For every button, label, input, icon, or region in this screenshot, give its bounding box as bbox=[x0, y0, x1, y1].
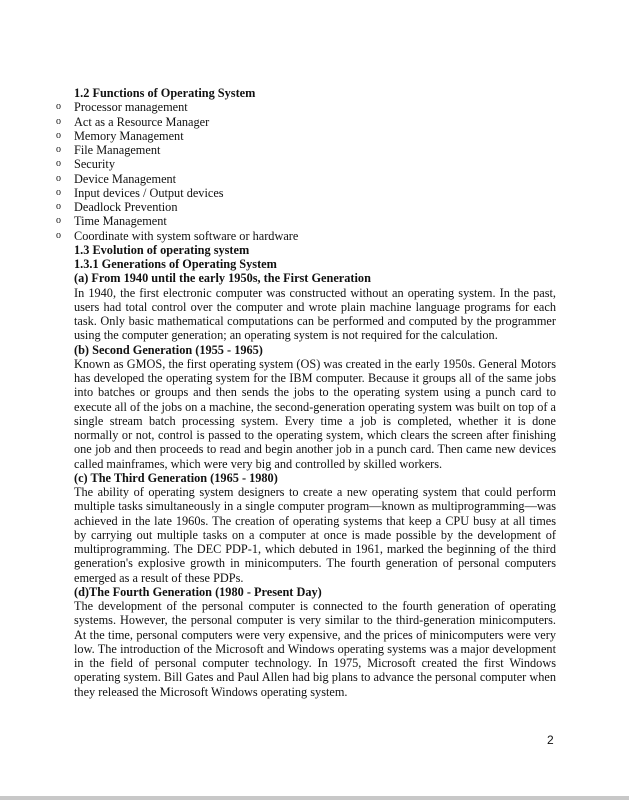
bullet-icon: o bbox=[56, 101, 61, 113]
function-list-item bbox=[56, 114, 556, 129]
function-label: File Management bbox=[74, 143, 161, 157]
section-heading-functions: 1.2 Functions of Operating System bbox=[74, 86, 256, 100]
bullet-icon: o bbox=[56, 129, 61, 141]
gen-fourth-paragraph: The development of the personal computer is connected to the fourth generation of operating systems. However, the personal computer is very similar to the third-generation minicomputers. At the time, personal computers were very expensive, and the prices of minicomputers were very low. The introduction of the Microsoft and Windows operating systems was a major development in the field of personal computer technology. In 1975, Microsoft created the first Windows operating system. Bill Gates and Paul Allen had big plans to advance the personal computer when they released the Microsoft Windows operating system. bbox=[74, 599, 556, 699]
function-list-item bbox=[56, 214, 556, 229]
function-list-item bbox=[56, 100, 556, 115]
gen-first-title: (a) From 1940 until the early 1950s, the First Generation bbox=[74, 271, 371, 286]
gen-fourth-title: (d)The Fourth Generation (1980 - Present Day) bbox=[74, 584, 322, 599]
page-number: 2 bbox=[547, 733, 554, 747]
function-label: Time Management bbox=[74, 214, 167, 229]
bullet-icon: o bbox=[56, 215, 61, 227]
functions-list bbox=[56, 100, 556, 243]
function-list-item bbox=[56, 228, 556, 243]
function-label: Act as a Resource Manager bbox=[74, 114, 210, 129]
function-label: Processor management bbox=[74, 100, 188, 115]
gen-second-title: (b) Second Generation (1955 - 1965) bbox=[74, 342, 263, 357]
function-label: Input devices / Output devices bbox=[74, 185, 224, 200]
function-label: Memory Management bbox=[74, 128, 184, 143]
function-list-item bbox=[56, 157, 556, 172]
function-label: Device Management bbox=[74, 171, 177, 186]
bullet-icon: o bbox=[56, 201, 61, 212]
function-list-item bbox=[56, 200, 556, 214]
bullet-icon: o bbox=[56, 186, 61, 198]
function-list-item bbox=[56, 128, 556, 143]
gen-second-paragraph: Known as GMOS, the first operating system (OS) was created in the early 1950s. General Motors has developed the operating system for the IBM computer. Because it groups all of the same jobs into batches or groups and then sends the jobs to the operating system using a punch card to execute all of the jobs on a machine, the second-generation operating system was built on top of a single stream batch processing system. Every time a job is completed, whether it is done normally or not, control is passed to the operating system, which clears the screen after finishing one job and then proceeds to read and begin another job in a punch card. Then came new devices called mainframes, which were very big and controlled by skilled workers. bbox=[74, 356, 556, 471]
page-content bbox=[56, 86, 556, 699]
function-list-item bbox=[56, 143, 556, 157]
bullet-icon: o bbox=[56, 229, 61, 241]
gen-third-title: (c) The Third Generation (1965 - 1980) bbox=[74, 470, 278, 485]
bullet-icon: o bbox=[56, 172, 61, 184]
function-label: Coordinate with system software or hardware bbox=[74, 228, 299, 243]
gen-third-paragraph: The ability of operating system designers to create a new operating system that could perform multiple tasks simultaneously in a single computer program—known as multiprogramming—was achieved in the late 1960s. The creation of operating systems that keep a CPU busy at all times by carrying out multiple tasks on a computer at once is made possible by the development of multiprogramming. The DEC PDP-1, which debuted in 1961, marked the beginning of the third generation's explosive growth in minicomputers. The fourth generation of personal computers emerged as a result of these PDPs. bbox=[74, 485, 556, 585]
bullet-icon: o bbox=[56, 144, 61, 155]
section-heading-evolution: 1.3 Evolution of operating system bbox=[74, 242, 250, 257]
function-list-item bbox=[56, 185, 556, 200]
function-label: Deadlock Prevention bbox=[74, 200, 178, 214]
bullet-icon: o bbox=[56, 158, 61, 170]
function-list-item bbox=[56, 171, 556, 186]
function-label: Security bbox=[74, 157, 115, 172]
subsection-heading-generations: 1.3.1 Generations of Operating System bbox=[74, 257, 277, 271]
bullet-icon: o bbox=[56, 115, 61, 127]
page-bottom-edge bbox=[0, 796, 629, 800]
gen-first-paragraph: In 1940, the first electronic computer was constructed without an operating system. In the past, users had total control over the computer and wrote plain machine language programs for each task. Only basic mathematical computations can be performed and computed by the programmer using the computer generation; an operating system is not required for the calculation. bbox=[74, 285, 556, 343]
